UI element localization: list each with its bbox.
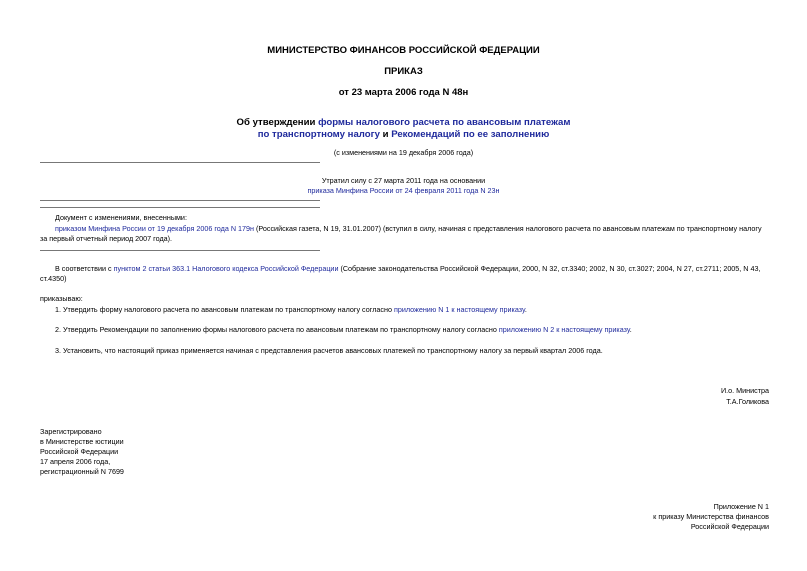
appendix-line: Приложение N 1 <box>713 502 769 511</box>
appendix-line: Российской Федерации <box>690 522 769 531</box>
ministry-heading: МИНИСТЕРСТВО ФИНАНСОВ РОССИЙСКОЙ ФЕДЕРАЦИИ <box>267 45 540 56</box>
title-prefix: Об утверждении <box>236 117 319 128</box>
changes-text1: (Российская газета, N 19, 31.01.2007) (вступил в силу, начиная с представления налогового расчета по авансовым платежам по транспортному налогу <box>254 224 762 233</box>
changes-text2: за первый отчетный период 2007 года). <box>40 234 173 243</box>
doc-title <box>0 117 807 140</box>
preamble-prefix: В соответствии с <box>55 264 114 273</box>
registration-block <box>40 427 124 477</box>
appendix-2-link[interactable]: приложению N 2 к настоящему приказу <box>498 325 630 334</box>
signature-position: И.о. Министра <box>720 386 769 395</box>
order-item-1 <box>55 305 527 315</box>
divider <box>40 162 320 163</box>
appendix-1-link[interactable]: приложению N 1 к настоящему приказу <box>393 305 525 314</box>
item-tail: . <box>524 305 527 314</box>
item-tail: . <box>629 325 632 334</box>
title-mid: и <box>379 128 392 140</box>
order-item-3 <box>55 346 603 356</box>
doc-date-number: от 23 марта 2006 года N 48н <box>338 87 469 98</box>
divider <box>40 200 320 201</box>
changes-link[interactable]: приказом Минфина России от 19 декабря 2006 года N 179н <box>55 224 254 233</box>
title-link-recommendations[interactable]: Рекомендаций по ее заполнению <box>391 128 550 140</box>
item-text: 1. Утвердить форму налогового расчета по авансовым платежам по транспортному налогу согласно <box>55 305 394 314</box>
doc-type-heading: ПРИКАЗ <box>384 66 423 77</box>
amended-note: (с изменениями на 19 декабря 2006 года) <box>333 148 474 157</box>
registration-line: в Министерстве юстиции <box>40 437 124 446</box>
expired-link[interactable]: приказа Минфина России от 24 февраля 2011 года N 23н <box>307 186 500 195</box>
appendix-block <box>653 502 769 532</box>
signature-name: Т.А.Голикова <box>726 397 769 406</box>
title-link-form[interactable]: формы налогового расчета по авансовым платежам <box>318 117 571 128</box>
preamble-link[interactable]: пунктом 2 статьи 363.1 Налогового кодекса Российской Федерации <box>113 264 339 273</box>
order-word: приказываю: <box>40 294 83 303</box>
item-text: 2. Утвердить Рекомендации по заполнению формы налогового расчета по авансовым платежам по транспортному налогу согласно <box>55 325 499 334</box>
divider <box>40 207 320 208</box>
expired-note: Утратил силу с 27 марта 2011 года на основании <box>321 176 486 185</box>
order-item-2 <box>55 325 632 335</box>
appendix-line: к приказу Министерства финансов <box>653 512 769 521</box>
title-link-tax[interactable]: по транспортному налогу <box>257 128 380 140</box>
preamble-text1: (Собрание законодательства Российской Федерации, 2000, N 32, ст.3340; 2002, N 30, ст.3027; 2004, N 27, ст.2711; 2005, N 43, <box>338 264 761 273</box>
registration-line: 17 апреля 2006 года, <box>40 457 111 466</box>
preamble-paragraph <box>40 264 768 284</box>
registration-line: регистрационный N 7699 <box>40 467 124 476</box>
registration-line: Зарегистрировано <box>40 427 102 436</box>
item-text: 3. Установить, что настоящий приказ применяется начиная с представления расчетов авансовых платежей по транспортному налогу за первый квартал 2006 года. <box>55 346 603 355</box>
registration-line: Российской Федерации <box>40 447 119 456</box>
preamble-text2: ст.4350) <box>40 274 67 283</box>
divider <box>40 250 320 251</box>
changes-label: Документ с изменениями, внесенными: <box>55 213 187 222</box>
changes-paragraph <box>40 224 768 244</box>
